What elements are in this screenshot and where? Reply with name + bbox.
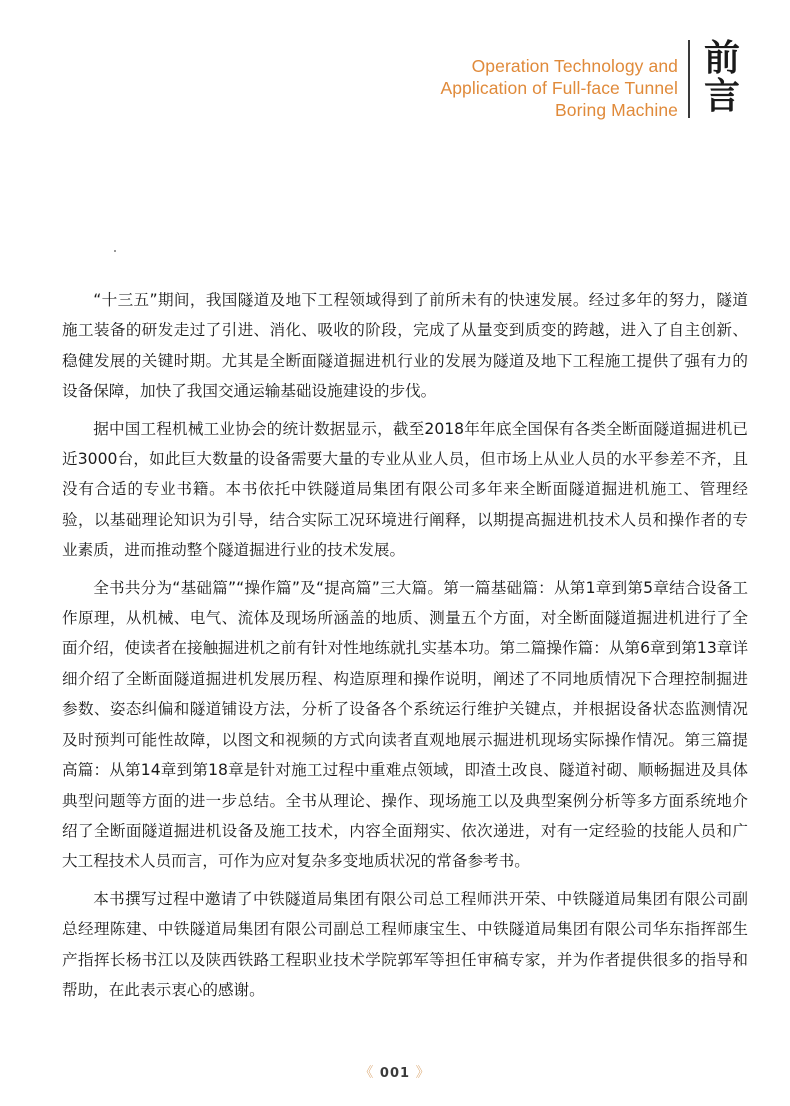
page-number xyxy=(343,1060,446,1084)
page-number-text: 001 xyxy=(379,1066,411,1081)
book-title-line: Operation Technology and xyxy=(471,56,678,76)
section-title-char: 前 xyxy=(703,38,740,79)
paragraph: 全书共分为“基础篇”“操作篇”及“提高篇”三大篇。第一篇基础篇：从第1章到第5章结合设备工作原理，从机械、电气、流体及现场所涵盖的地质、测量五个方面，对全断面隧道掘进机进行了全面介绍，使读者在接触掘进机之前有针对性地练就扎实基本功。第二篇操作篇：从第6章到第13章详细介绍了全断面隧道掘进机发展历程、构造原理和操作说明，阐述了不同地质情况下合理控制掘进参数、姿态纠偏和隧道铺设方法，分析了设备各个系统运行维护关键点，并根据设备状态监测情况及时预判可能性故障，以图文和视频的方式向读者直观地展示掘进机现场实际操作情况。第三篇提高篇：从第14章到第18章是针对施工过程中重难点领域，即渣土改良、隧道衬砌、顺畅掘进及具体典型问题等方面的进一步总结。全书从理论、操作、现场施工以及典型案例分析等多方面系统地介绍了全断面隧道掘进机设备及施工技术，内容全面翔实、依次递进，对有一定经验的技能人员和广大工程技术人员而言，可作为应对复杂多变地质状况的常备参考书。 xyxy=(62,578,748,871)
ornament-right-icon: 》 xyxy=(415,1065,431,1081)
paragraph: 本书撰写过程中邀请了中铁隧道局集团有限公司总工程师洪开荣、中铁隧道局集团有限公司副总经理陈建、中铁隧道局集团有限公司副总工程师康宝生、中铁隧道局集团有限公司华东指挥部生产指挥长杨书江以及陕西铁路工程职业技术学院郭军等担任审稿专家，并为作者提供很多的指导和帮助，在此表示衷心的感谢。 xyxy=(62,889,748,999)
print-speck xyxy=(114,250,116,252)
section-title-char: 言 xyxy=(703,76,740,117)
preface-body xyxy=(62,285,748,1012)
header-divider xyxy=(688,40,690,118)
book-title-line: Application of Full-face Tunnel xyxy=(440,78,678,98)
section-title xyxy=(700,40,744,116)
page-header xyxy=(0,0,790,130)
paragraph: “十三五”期间，我国隧道及地下工程领域得到了前所未有的快速发展。经过多年的努力，隧道施工装备的研发走过了引进、消化、吸收的阶段，完成了从量变到质变的跨越，进入了自主创新、稳健发展的关键时期。尤其是全断面隧道掘进机行业的发展为隧道及地下工程施工提供了强有力的设备保障，加快了我国交通运输基础设施建设的步伐。 xyxy=(62,291,748,401)
book-title-line: Boring Machine xyxy=(555,100,678,120)
page-footer xyxy=(0,1060,790,1084)
paragraph: 据中国工程机械工业协会的统计数据显示，截至2018年年底全国保有各类全断面隧道掘进机已近3000台，如此巨大数量的设备需要大量的专业从业人员，但市场上从业人员的水平参差不齐，且没有合适的专业书籍。本书依托中铁隧道局集团有限公司多年来全断面隧道掘进机施工、管理经验，以基础理论知识为引导，结合实际工况环境进行阐释，以期提高掘进机技术人员和操作者的专业素质，进而推动整个隧道掘进行业的技术发展。 xyxy=(62,419,748,560)
book-title xyxy=(440,55,678,121)
ornament-left-icon: 《 xyxy=(359,1065,375,1081)
